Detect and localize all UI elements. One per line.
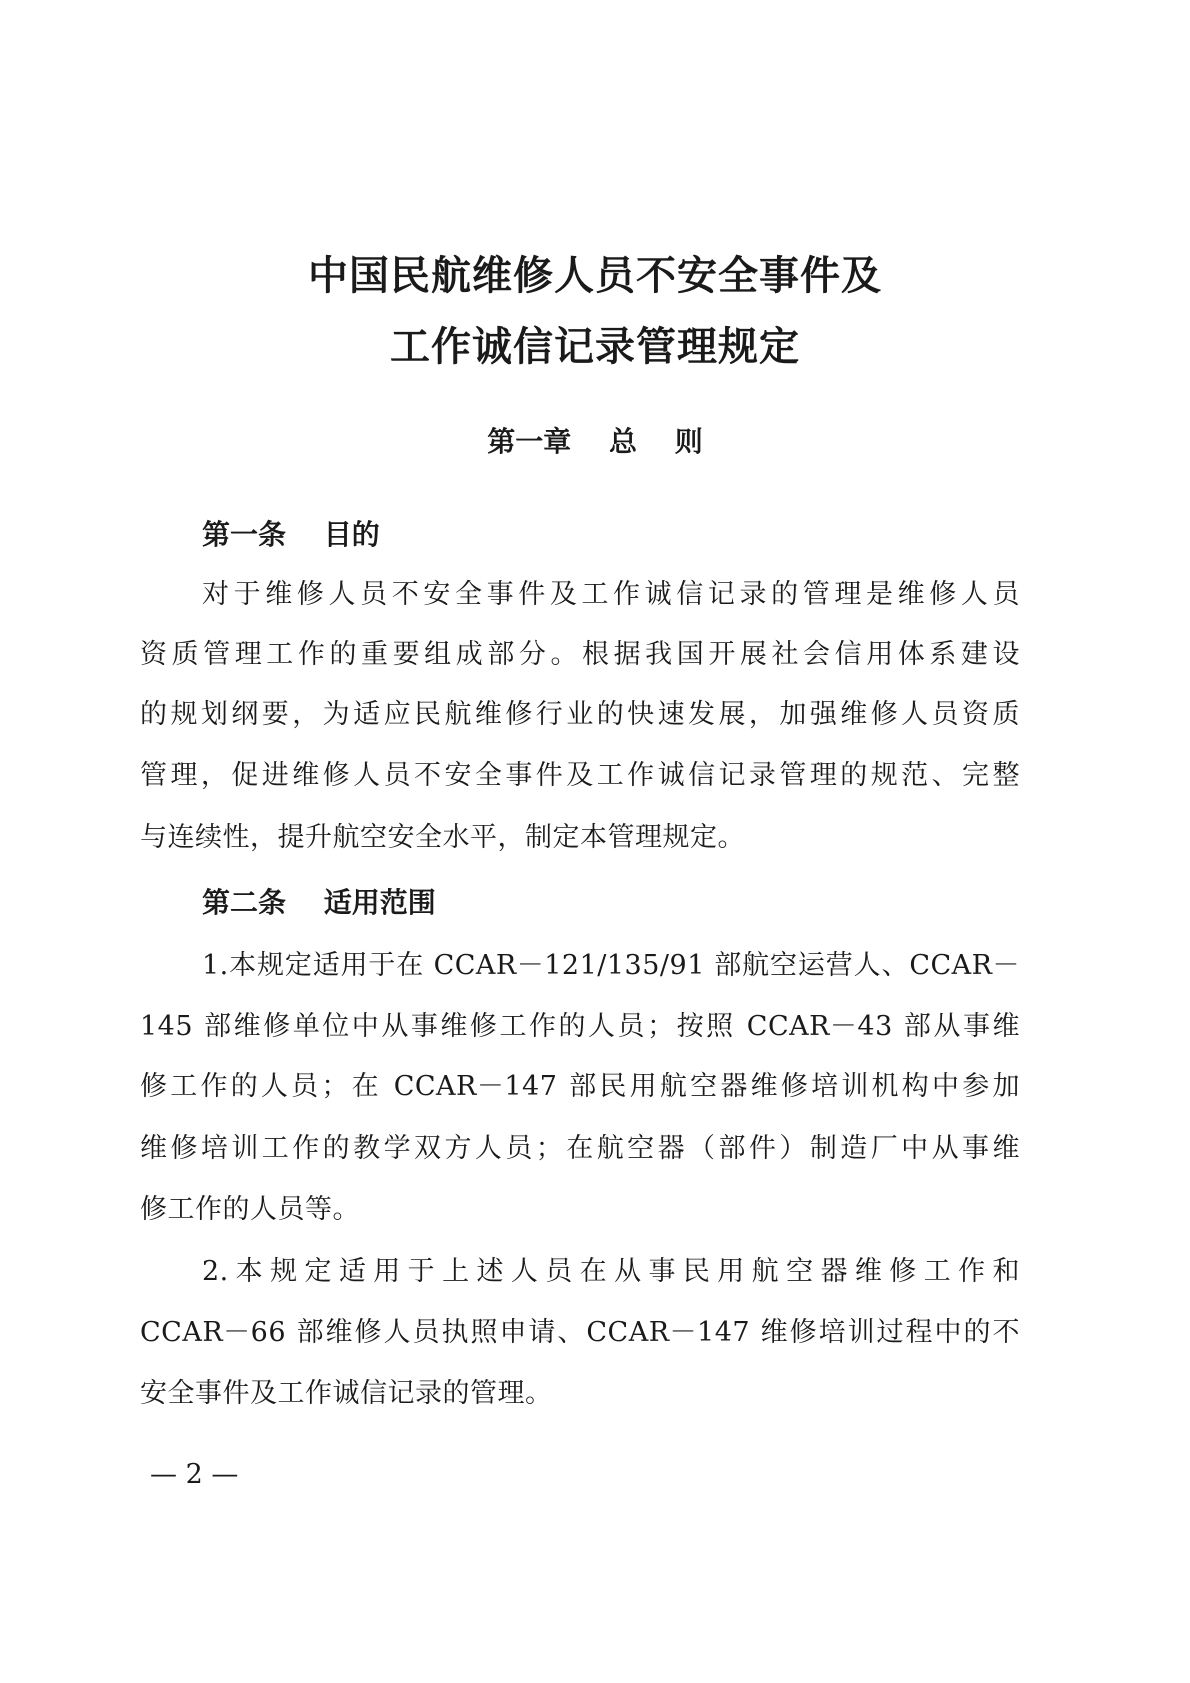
article-2-line-2: 145 部维修单位中从事维修工作的人员；按照 CCAR－43 部从事维 <box>140 1011 1020 1042</box>
article-2-line-1: 1.本规定适用于在 CCAR－121/135/91 部航空运营人、CCAR－ <box>202 950 1020 981</box>
article-2-line-8: 安全事件及工作诚信记录的管理。 <box>140 1378 553 1409</box>
article-1-line-4: 管理，促进维修人员不安全事件及工作诚信记录管理的规范、完整 <box>140 760 1020 791</box>
page-number: — 2 — <box>150 1459 239 1490</box>
article-2-line-7: CCAR－66 部维修人员执照申请、CCAR－147 维修培训过程中的不 <box>140 1317 1020 1348</box>
article-1-line-1: 对于维修人员不安全事件及工作诚信记录的管理是维修人员 <box>202 579 1020 610</box>
article-2-line-4: 维修培训工作的教学双方人员；在航空器（部件）制造厂中从事维 <box>140 1133 1020 1164</box>
chapter-heading: 第一章 总 则 <box>487 425 703 458</box>
article-2-line-3: 修工作的人员；在 CCAR－147 部民用航空器维修培训机构中参加 <box>140 1071 1020 1102</box>
article-1-line-5: 与连续性，提升航空安全水平，制定本管理规定。 <box>140 822 745 853</box>
article-1-line-2: 资质管理工作的重要组成部分。根据我国开展社会信用体系建设 <box>140 639 1020 670</box>
article-2-line-5: 修工作的人员等。 <box>140 1194 360 1225</box>
article-1-heading: 第一条 目的 <box>202 518 380 551</box>
document-title-line-1: 中国民航维修人员不安全事件及 <box>308 253 882 299</box>
document-title-line-2: 工作诚信记录管理规定 <box>390 324 800 370</box>
article-1-line-3: 的规划纲要，为适应民航维修行业的快速发展，加强维修人员资质 <box>140 699 1020 730</box>
article-2-heading: 第二条 适用范围 <box>202 886 436 919</box>
article-2-line-6: 2.本规定适用于上述人员在从事民用航空器维修工作和 <box>202 1256 1020 1287</box>
